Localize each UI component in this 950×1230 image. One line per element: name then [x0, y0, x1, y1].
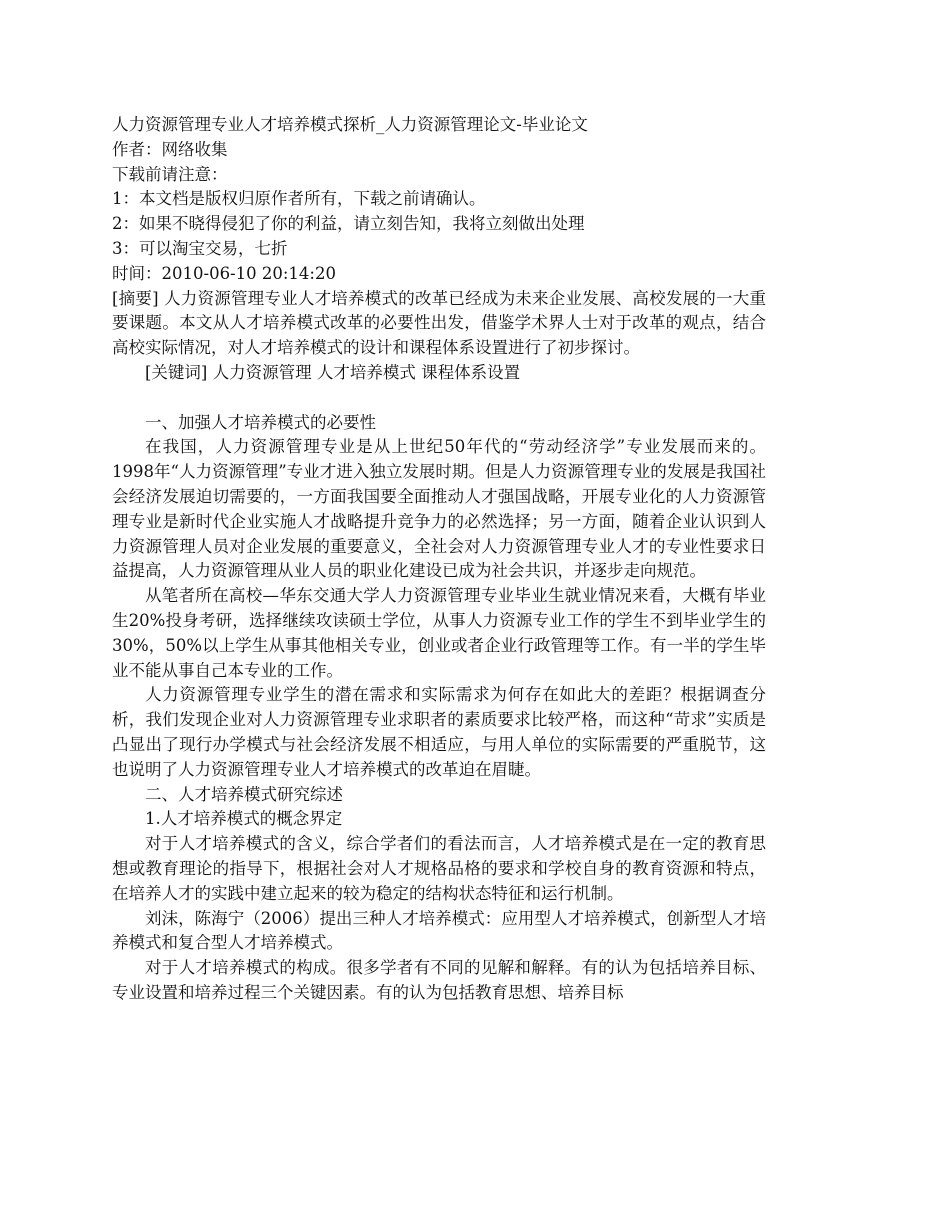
body-paragraph: 刘沫，陈海宁（2006）提出三种人才培养模式：应用型人才培养模式，创新型人才培养模式和复合型人才培养模式。: [112, 908, 766, 953]
blank-line: [112, 386, 766, 411]
notice-item: 2：如果不晓得侵犯了你的利益，请立刻告知，我将立刻做出处理: [112, 214, 585, 234]
abstract-paragraph: [摘要] 人力资源管理专业人才培养模式的改革已经成为未来企业发展、高校发展的一大重要课题。本文从人才培养模式改革的必要性出发，借鉴学术界人士对于改革的观点，结合高校实际情况，对人才培养模式的设计和课程体系设置进行了初步探讨。: [112, 288, 766, 358]
body-paragraph: 从笔者所在高校—华东交通大学人力资源管理专业毕业生就业情况来看，大概有毕业生20%投身考研，选择继续攻读硕士学位，从事人力资源专业工作的学生不到毕业学生的30%，50%以上学生从事其他相关专业，创业或者企业行政管理等工作。有一半的学生毕业不能从事自己本专业的工作。: [112, 586, 766, 680]
notice-item: 1：本文档是版权归原作者所有，下载之前请确认。: [112, 189, 486, 209]
keywords-line: [关键词] 人力资源管理 人才培养模式 课程体系设置: [145, 362, 521, 382]
section-heading: 一、加强人才培养模式的必要性: [145, 412, 376, 432]
notice-heading: 下载前请注意：: [112, 164, 228, 184]
body-paragraph: 人力资源管理专业学生的潜在需求和实际需求为何存在如此大的差距？根据调查分析，我们发现企业对人力资源管理专业求职者的素质要求比较严格，而这种“苛求”实质是凸显出了现行办学模式与社会经济发展不相适应，与用人单位的实际需要的严重脱节，这也说明了人力资源管理专业人才培养模式的改革迫在眉睫。: [112, 685, 766, 779]
time-line: 时间：2010-06-10 20:14:20: [112, 263, 336, 283]
notice-item: 3：可以淘宝交易，七折: [112, 238, 288, 258]
subsection-heading: 1.人才培养模式的概念界定: [145, 809, 343, 829]
body-paragraph: 对于人才培养模式的构成。很多学者有不同的见解和解释。有的认为包括培养目标、专业设置和培养过程三个关键因素。有的认为包括教育思想、培养目标: [112, 958, 766, 1002]
document-title: 人力资源管理专业人才培养模式探析_人力资源管理论文-毕业论文: [112, 115, 588, 134]
section-heading: 二、人才培养模式研究综述: [145, 784, 343, 804]
body-paragraph: 对于人才培养模式的含义，综合学者们的看法而言，人才培养模式是在一定的教育思想或教育理论的指导下，根据社会对人才规格品格的要求和学校自身的教育资源和特点，在培养人才的实践中建立起来的较为稳定的结构状态特征和运行机制。: [112, 834, 766, 903]
author-line: 作者：网络收集: [112, 139, 228, 159]
body-paragraph: 在我国，人力资源管理专业是从上世纪50年代的“劳动经济学”专业发展而来的。1998年“人力资源管理”专业才进入独立发展时期。但是人力资源管理专业的发展是我国社会经济发展迫切需要的，一方面我国要全面推动人才强国战略，开展专业化的人力资源管理专业是新时代企业实施人才战略提升竞争力的必然选择；另一方面，随着企业认识到人力资源管理人员对企业发展的重要意义，全社会对人力资源管理专业人才的专业性要求日益提高，人力资源管理从业人员的职业化建设已成为社会共识，并逐步走向规范。: [112, 437, 766, 581]
